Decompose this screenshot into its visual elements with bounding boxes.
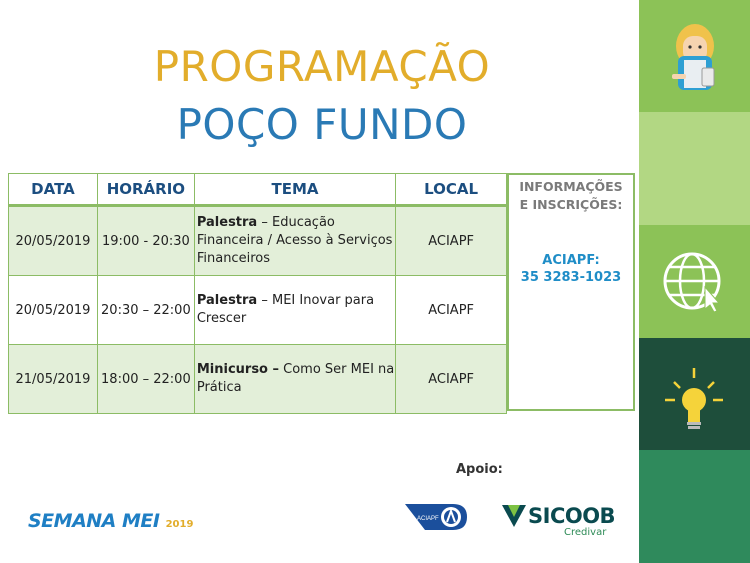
sebrae-logo: SEBRAE xyxy=(24,497,87,513)
cell-local: ACIAPF xyxy=(396,276,507,345)
schedule-table xyxy=(8,173,507,414)
aciapf-logo-text: ACIAPF xyxy=(417,516,439,522)
sidebar-block-bulb xyxy=(639,338,750,450)
cell-local: ACIAPF xyxy=(396,206,507,276)
realizacao-label: Realização: xyxy=(13,464,98,479)
person-icon xyxy=(639,0,750,112)
sicoob-logo: SICOOB xyxy=(528,504,616,528)
semana-mei-year: 2019 xyxy=(165,519,194,530)
sidebar-block-globe xyxy=(639,225,750,338)
cell-date: 20/05/2019 xyxy=(9,206,98,276)
header-tema: TEMA xyxy=(194,174,395,206)
table-header-row xyxy=(9,174,507,206)
info-box xyxy=(507,173,635,411)
program-title: PROGRAMAÇÃO xyxy=(153,42,491,91)
table-row xyxy=(9,276,507,345)
city-title: POÇO FUNDO xyxy=(176,100,468,149)
aciapf-logo xyxy=(403,500,469,534)
theme-type: Palestra xyxy=(196,215,258,230)
globe-icon xyxy=(639,225,750,338)
theme-text: Como Ser MEI na Prática xyxy=(196,362,395,395)
cell-time: 19:00 - 20:30 xyxy=(97,206,194,276)
lightbulb-icon xyxy=(639,338,750,450)
sicoob-icon xyxy=(500,503,528,529)
theme-text: – MEI Inovar para Crescer xyxy=(196,293,375,326)
header-local: LOCAL xyxy=(396,174,507,206)
sidebar-block-person xyxy=(639,0,750,112)
header-data: DATA xyxy=(9,174,98,206)
info-heading-line2: E INSCRIÇÕES: xyxy=(519,197,623,212)
info-heading-line1: INFORMAÇÕES xyxy=(519,179,623,194)
info-phone: 35 3283-1023 xyxy=(520,270,622,285)
info-heading xyxy=(509,178,633,214)
theme-text: – Educação Financeira / Acesso à Serviços Financeiros xyxy=(196,215,393,266)
sidebar-block-sponsor xyxy=(639,450,750,563)
cell-theme xyxy=(194,206,395,276)
header-horario: HORÁRIO xyxy=(97,174,194,206)
theme-type: Minicurso – xyxy=(196,362,280,377)
semana-mei-text: SEMANA MEI xyxy=(28,510,160,532)
info-org: ACIAPF: xyxy=(542,253,600,268)
cell-theme xyxy=(194,276,395,345)
cell-local: ACIAPF xyxy=(396,345,507,414)
cell-date: 21/05/2019 xyxy=(9,345,98,414)
cell-time: 20:30 – 22:00 xyxy=(97,276,194,345)
cell-date: 20/05/2019 xyxy=(9,276,98,345)
table-row xyxy=(9,206,507,276)
theme-type: Palestra xyxy=(196,293,258,308)
cell-time: 18:00 – 22:00 xyxy=(97,345,194,414)
cell-theme xyxy=(194,345,395,414)
sidebar xyxy=(639,0,750,563)
sidebar-block-plain xyxy=(639,112,750,225)
semana-mei-logo xyxy=(28,510,193,532)
apoio-label: Apoio: xyxy=(456,462,503,477)
table-row xyxy=(9,345,507,414)
sicoob-subtitle: Credivar xyxy=(564,527,607,538)
